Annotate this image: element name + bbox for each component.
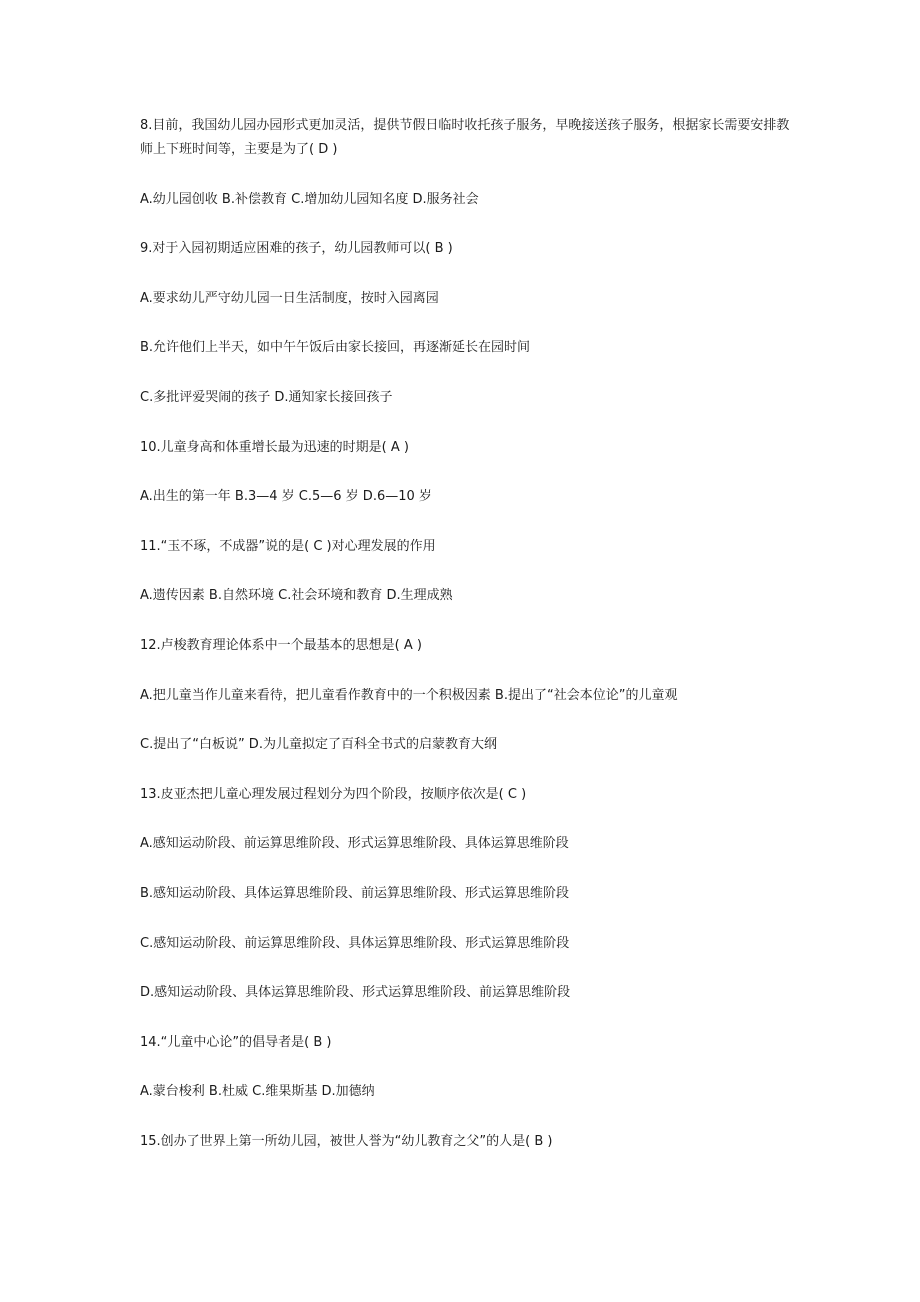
question-13-option-b: B.感知运动阶段、具体运算思维阶段、前运算思维阶段、形式运算思维阶段 [140,885,570,901]
question-12-options-ab: A.把儿童当作儿童来看待，把儿童看作教育中的一个积极因素 B.提出了“社会本位论”的儿童观 [140,687,678,703]
question-8-options: A.幼儿园创收 B.补偿教育 C.增加幼儿园知名度 D.服务社会 [140,191,479,207]
question-13-option-a: A.感知运动阶段、前运算思维阶段、形式运算思维阶段、具体运算思维阶段 [140,836,569,852]
document-body [140,114,790,1179]
question-12-options-cd: C.提出了“白板说” D.为儿童拟定了百科全书式的启蒙教育大纲 [140,737,497,753]
question-11-options: A.遗传因素 B.自然环境 C.社会环境和教育 D.生理成熟 [140,588,453,604]
question-12: 12.卢梭教育理论体系中一个最基本的思想是( A ) [140,637,422,653]
question-9-option-b: B.允许他们上半天，如中午午饭后由家长接回，再逐渐延长在园时间 [140,340,531,356]
question-13-option-d: D.感知运动阶段、具体运算思维阶段、形式运算思维阶段、前运算思维阶段 [140,985,571,1001]
question-9-options-cd: C.多批评爱哭闹的孩子 D.通知家长接回孩子 [140,389,393,405]
question-8: 8.目前，我国幼儿园办园形式更加灵活，提供节假日临时收托孩子服务，早晚接送孩子服务，根据家长需要安排教师上下班时间等，主要是为了( D ) [140,118,790,157]
question-14: 14.“儿童中心论”的倡导者是( B ) [140,1034,332,1050]
question-9: 9.对于入园初期适应困难的孩子，幼儿园教师可以( B ) [140,241,453,257]
question-10-options: A.出生的第一年 B.3—4 岁 C.5—6 岁 D.6—10 岁 [140,489,432,505]
question-15: 15.创办了世界上第一所幼儿园，被世人誉为“幼儿教育之父”的人是( B ) [140,1133,553,1149]
question-13-option-c: C.感知运动阶段、前运算思维阶段、具体运算思维阶段、形式运算思维阶段 [140,935,570,951]
question-13: 13.皮亚杰把儿童心理发展过程划分为四个阶段，按顺序依次是( C ) [140,786,527,802]
question-10: 10.儿童身高和体重增长最为迅速的时期是( A ) [140,439,409,455]
question-14-options: A.蒙台梭利 B.杜威 C.维果斯基 D.加德纳 [140,1084,375,1100]
question-11: 11.“玉不琢，不成器”说的是( C )对心理发展的作用 [140,538,436,554]
question-9-option-a: A.要求幼儿严守幼儿园一日生活制度，按时入园离园 [140,290,439,306]
